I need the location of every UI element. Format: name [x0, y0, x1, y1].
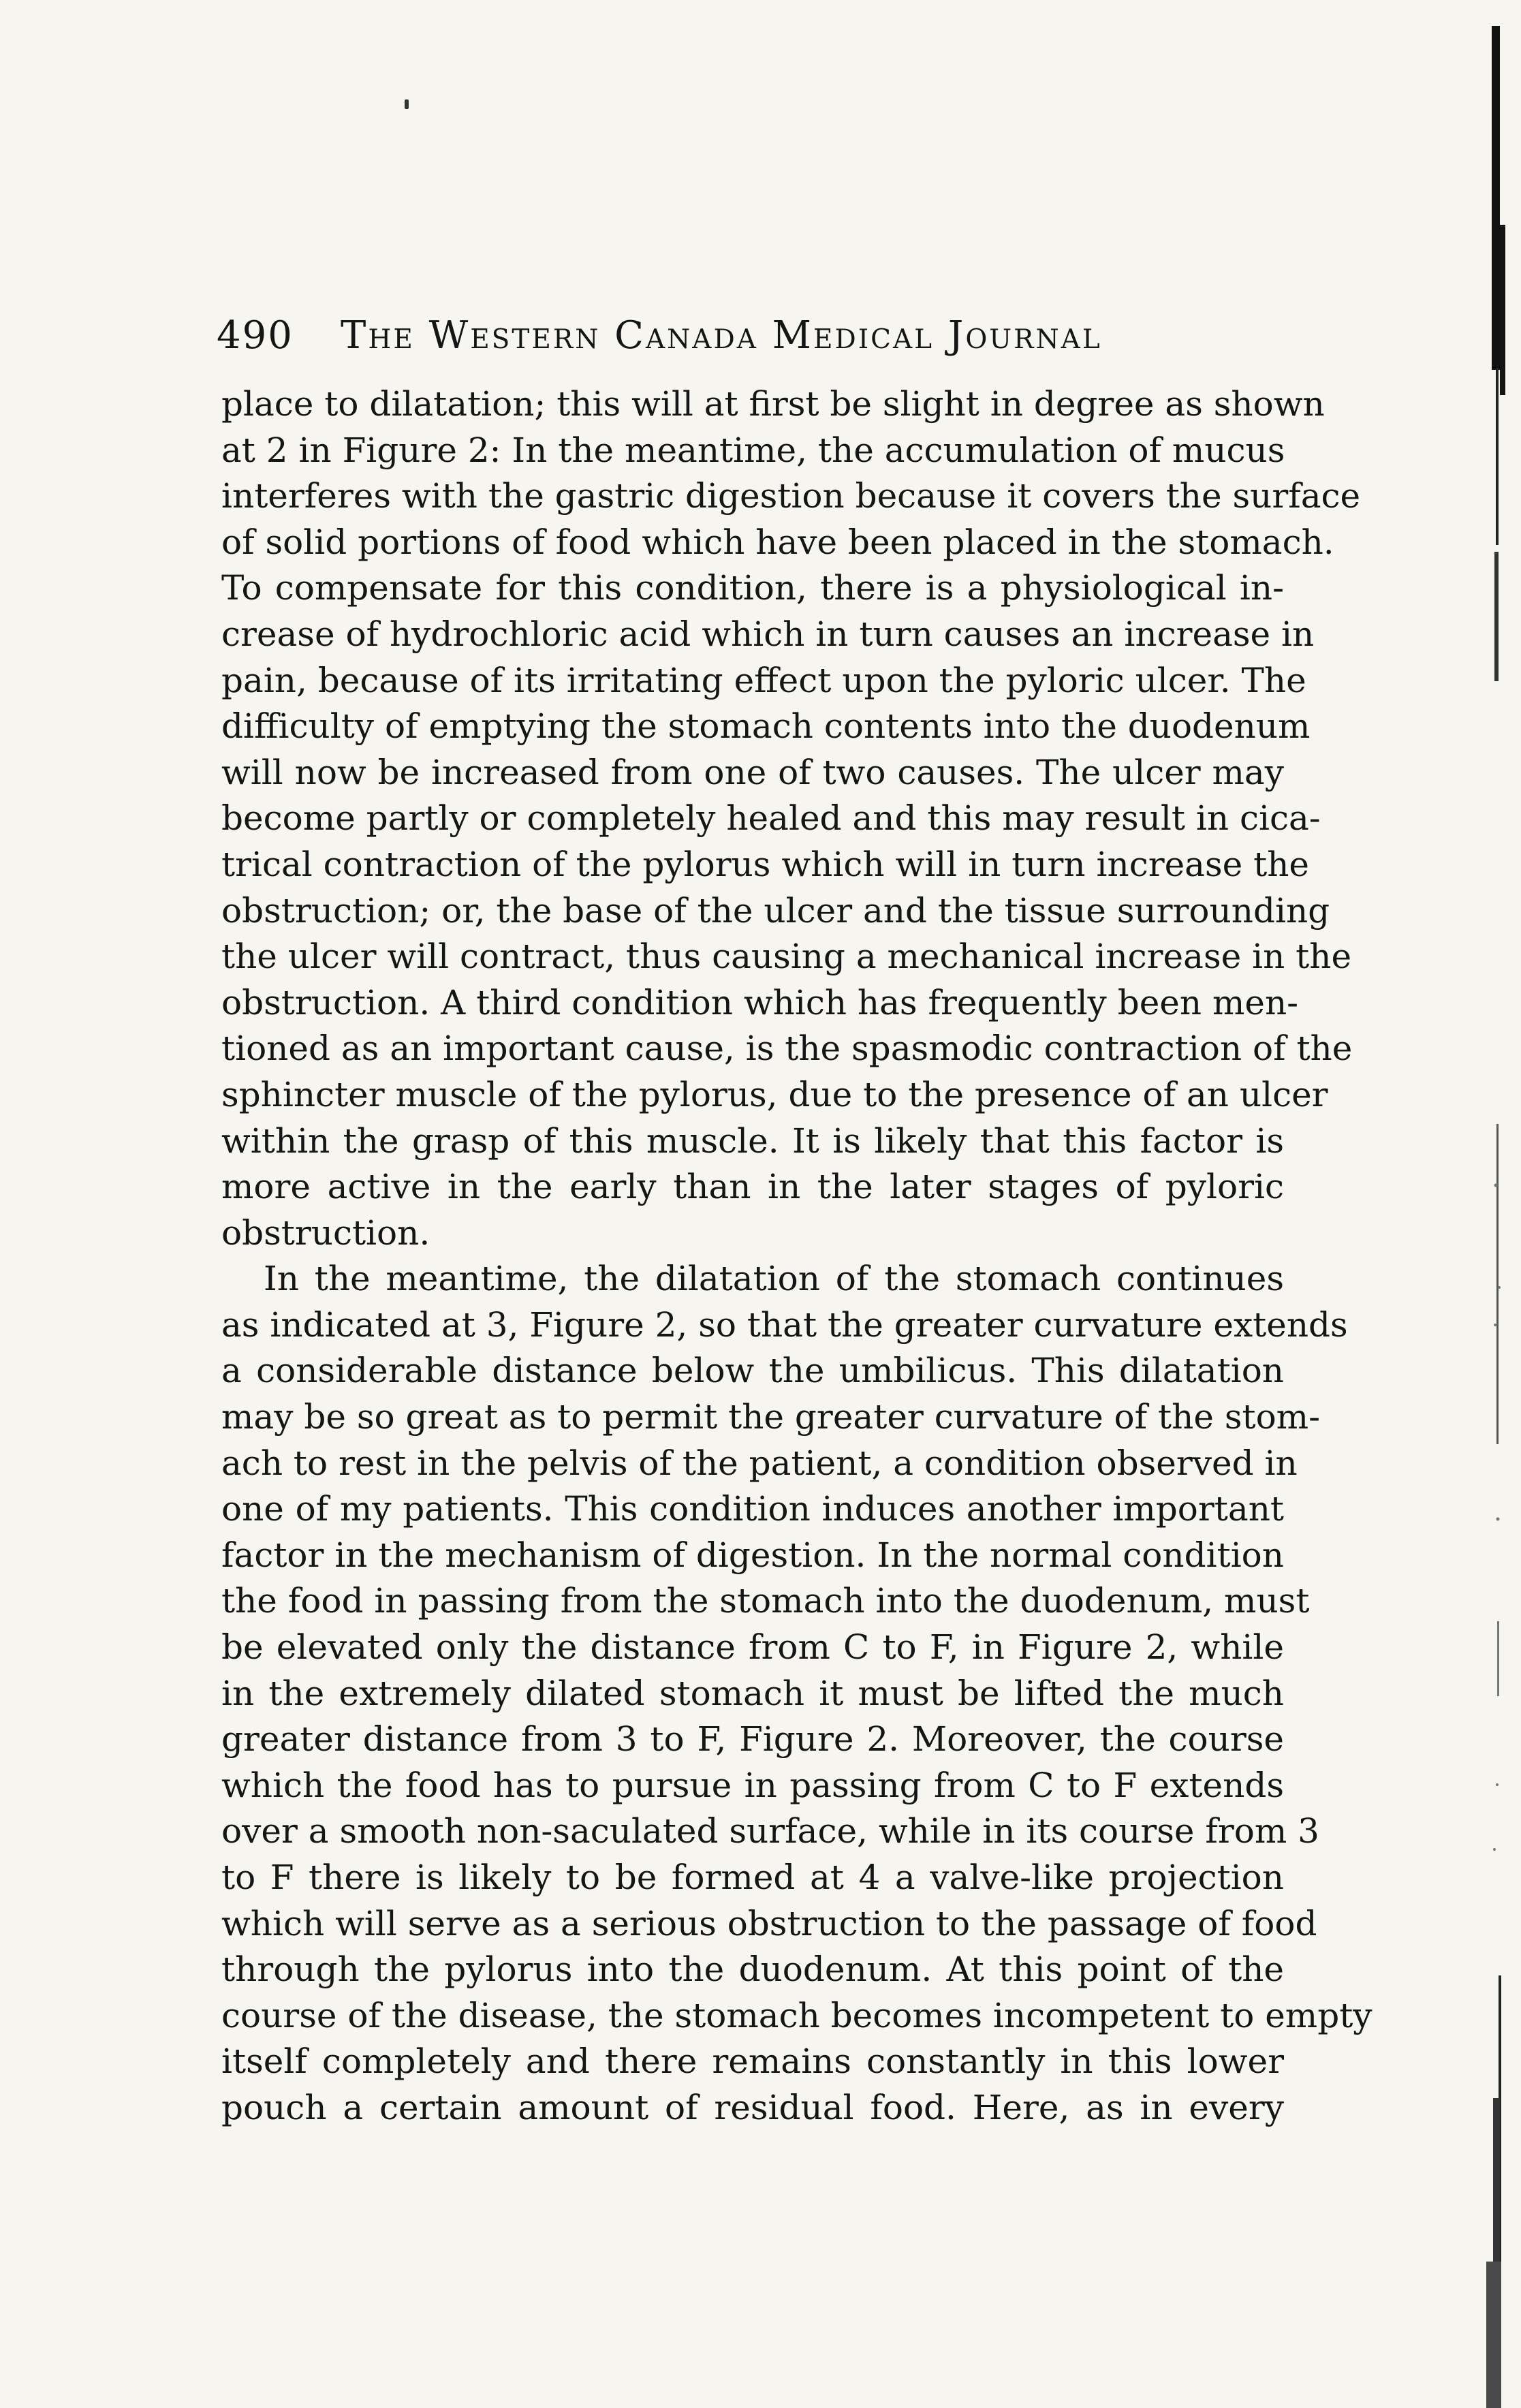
- text-line: in the extremely dilated stomach it must be lifted the much: [221, 1673, 1284, 1713]
- text-line: crease of hydrochloric acid which in turn causes an increase in: [221, 614, 1315, 654]
- text-line: to F there is likely to be formed at 4 a valve-like projection: [221, 1858, 1284, 1897]
- text-line: at 2 in Figure 2: In the meantime, the accumulation of mucus: [221, 430, 1285, 470]
- text-line: become partly or completely healed and this may result in cica-: [221, 798, 1321, 839]
- text-line: greater distance from 3 to F, Figure 2. Moreover, the course: [221, 1719, 1284, 1760]
- text-line: To compensate for this condition, there is a physiological in-: [221, 568, 1284, 608]
- text-line: trical contraction of the pylorus which will in turn increase the: [221, 844, 1310, 884]
- text-line: course of the disease, the stomach becomes incompetent to empty: [221, 1995, 1373, 2035]
- text-line: In the meantime, the dilatation of the stomach continues: [264, 1259, 1284, 1299]
- text-line: will now be increased from one of two causes. The ulcer may: [221, 752, 1284, 792]
- text-line: pain, because of its irritating effect upon the pyloric ulcer. The: [221, 660, 1306, 700]
- text-line: a considerable distance below the umbilicus. This dilatation: [221, 1351, 1284, 1391]
- text-line: the food in passing from the stomach into the duodenum, must: [221, 1581, 1310, 1621]
- text-line: of solid portions of food which have been placed in the stomach.: [221, 522, 1334, 562]
- scanned-page-edge: [1443, 0, 1521, 2408]
- text-line: sphincter muscle of the pylorus, due to the presence of an ulcer: [221, 1074, 1328, 1114]
- text-line: which the food has to pursue in passing from C to F extends: [221, 1765, 1284, 1805]
- text-line: itself completely and there remains constantly in this lower: [221, 2042, 1284, 2082]
- text-line: as indicated at 3, Figure 2, so that the greater curvature extends: [221, 1304, 1348, 1345]
- paragraph: [221, 1256, 1373, 2131]
- text-line: place to dilatation; this will at first be slight in degree as shown: [221, 384, 1325, 424]
- text-line: ach to rest in the pelvis of the patient, a condition observed in: [221, 1443, 1298, 1483]
- text-line: be elevated only the distance from C to F, in Figure 2, while: [221, 1627, 1284, 1668]
- running-head: The Western Canada Medical Journal: [341, 313, 1102, 358]
- text-line: interferes with the gastric digestion because it covers the surface: [221, 476, 1361, 516]
- text-line: within the grasp of this muscle. It is likely that this factor is: [221, 1121, 1284, 1161]
- text-line: factor in the mechanism of digestion. In the normal condition: [221, 1535, 1284, 1575]
- text-line: obstruction. A third condition which has frequently been men-: [221, 982, 1299, 1022]
- text-line: difficulty of emptying the stomach contents into the duodenum: [221, 706, 1311, 747]
- text-line: more active in the early than in the later stages of pyloric: [221, 1167, 1284, 1207]
- page-number: 490: [217, 313, 294, 358]
- article-body: [221, 381, 1373, 2131]
- text-line: through the pylorus into the duodenum. At this point of the: [221, 1950, 1284, 1990]
- paragraph: [221, 381, 1361, 1256]
- text-line: obstruction.: [221, 1213, 430, 1253]
- text-line: one of my patients. This condition induces another important: [221, 1489, 1284, 1529]
- scan-speck: [405, 99, 409, 109]
- text-line: pouch a certain amount of residual food. Here, as in every: [221, 2087, 1284, 2127]
- text-line: which will serve as a serious obstruction to the passage of food: [221, 1903, 1317, 1943]
- text-line: the ulcer will contract, thus causing a mechanical increase in the: [221, 937, 1352, 977]
- text-line: may be so great as to permit the greater curvature of the stom-: [221, 1397, 1320, 1437]
- text-line: tioned as an important cause, is the spasmodic contraction of the: [221, 1029, 1353, 1069]
- page-header: [217, 293, 1279, 368]
- text-line: over a smooth non-saculated surface, while in its course from 3: [221, 1811, 1319, 1851]
- text-line: obstruction; or, the base of the ulcer and the tissue surrounding: [221, 890, 1330, 931]
